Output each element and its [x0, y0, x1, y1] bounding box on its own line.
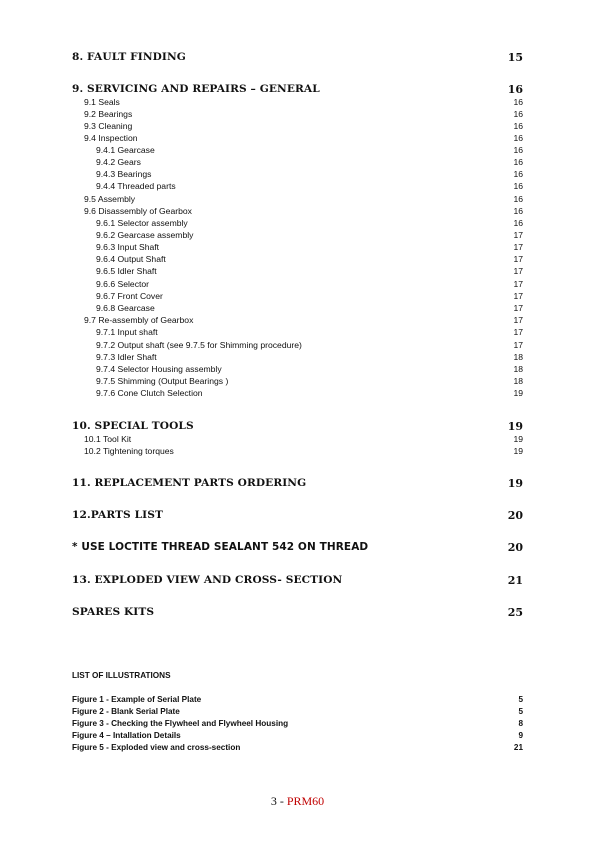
toc-title: 9.5 Assembly — [84, 194, 136, 204]
toc-page: 18 — [513, 364, 523, 374]
toc-title: 9.6.6 Selector — [96, 279, 150, 289]
toc-entry-fault-finding[interactable] — [0, 51, 595, 64]
illustration-title: Figure 2 - Blank Serial Plate — [72, 707, 180, 716]
toc-title: * USE LOCTITE THREAD SEALANT 542 ON THREAD — [72, 541, 369, 553]
toc-title: 9.6 Disassembly of Gearbox — [84, 206, 192, 216]
toc-page: 17 — [513, 266, 523, 276]
toc-entry-loctite-note[interactable] — [0, 541, 595, 554]
toc-entry-threaded-parts[interactable] — [0, 181, 595, 194]
toc-page: 20 — [507, 541, 523, 554]
toc-page: 17 — [513, 242, 523, 252]
illustration-title: Figure 5 - Exploded view and cross-section — [72, 743, 241, 752]
toc-page: 16 — [513, 145, 523, 155]
toc-entry-reassembly-input-shaft[interactable] — [0, 327, 595, 340]
toc-page: 17 — [513, 230, 523, 240]
illustration-page: 8 — [518, 719, 523, 728]
toc-page: 19 — [513, 434, 523, 444]
toc-title: 9.6.4 Output Shaft — [96, 254, 166, 264]
toc-page: 17 — [513, 327, 523, 337]
illustration-page: 9 — [518, 731, 523, 740]
toc-page: 16 — [507, 83, 523, 96]
toc-title: 9.4.3 Bearings — [96, 169, 152, 179]
toc-entry-parts-list[interactable] — [0, 509, 595, 522]
toc-page: 16 — [513, 181, 523, 191]
toc-title: 9.6.1 Selector assembly — [96, 218, 188, 228]
toc-page: 19 — [507, 420, 523, 433]
footer-doc-code: PRM60 — [286, 794, 325, 808]
illustration-title: Figure 3 - Checking the Flywheel and Flywheel Housing — [72, 719, 289, 728]
toc-page: 18 — [513, 352, 523, 362]
illustration-title: Figure 1 - Example of Serial Plate — [72, 695, 202, 704]
toc-page: 17 — [513, 315, 523, 325]
page-footer — [0, 794, 595, 809]
toc-entry-cone-clutch[interactable] — [0, 388, 595, 401]
illustrations-heading: LIST OF ILLUSTRATIONS — [72, 671, 171, 680]
toc-title: 9.4.4 Threaded parts — [96, 181, 176, 191]
toc-title: 11. REPLACEMENT PARTS ORDERING — [72, 477, 307, 489]
toc-title: 9.3 Cleaning — [84, 121, 133, 131]
toc-title: 9.4.2 Gears — [96, 157, 141, 167]
toc-page: 16 — [513, 169, 523, 179]
toc-title: 8. FAULT FINDING — [72, 51, 186, 63]
toc-page: 16 — [513, 109, 523, 119]
toc-title: 9.4 Inspection — [84, 133, 138, 143]
toc-title: 13. EXPLODED VIEW AND CROSS- SECTION — [72, 574, 343, 586]
illustration-page: 5 — [518, 707, 523, 716]
toc-title: 9.7.2 Output shaft (see 9.7.5 for Shimming procedure) — [96, 340, 302, 350]
toc-page: 20 — [507, 509, 523, 522]
toc-page: 17 — [513, 340, 523, 350]
toc-title: 12.PARTS LIST — [72, 509, 163, 521]
toc-entry-tightening-torques[interactable] — [0, 446, 595, 459]
toc-title: 9.6.8 Gearcase — [96, 303, 155, 313]
toc-page: 17 — [513, 303, 523, 313]
toc-title: 9.1 Seals — [84, 97, 120, 107]
toc-title: 10. SPECIAL TOOLS — [72, 420, 194, 432]
toc-page: 16 — [513, 121, 523, 131]
toc-title: 9.7.6 Cone Clutch Selection — [96, 388, 203, 398]
toc-title: 9.6.3 Input Shaft — [96, 242, 160, 252]
footer-page-number: 3 — [270, 794, 277, 808]
toc-title: 9.7.3 Idler Shaft — [96, 352, 157, 362]
footer-separator: - — [276, 794, 287, 808]
toc-page: 19 — [507, 477, 523, 490]
toc-page: 17 — [513, 279, 523, 289]
toc-title: 9.4.1 Gearcase — [96, 145, 155, 155]
toc-title: SPARES KITS — [72, 606, 155, 618]
toc-title: 9.2 Bearings — [84, 109, 133, 119]
toc-page: 19 — [513, 446, 523, 456]
illustration-page: 5 — [518, 695, 523, 704]
toc-title: 9.6.2 Gearcase assembly — [96, 230, 194, 240]
toc-page: 17 — [513, 254, 523, 264]
toc-page: 16 — [513, 133, 523, 143]
toc-page: 17 — [513, 291, 523, 301]
toc-entry-replacement-parts[interactable] — [0, 477, 595, 490]
illustration-entry-figure-5[interactable] — [0, 743, 595, 756]
toc-page: 16 — [513, 218, 523, 228]
toc-page: 21 — [507, 574, 523, 587]
toc-page: 16 — [513, 206, 523, 216]
toc-title: 9.6.5 Idler Shaft — [96, 266, 157, 276]
illustration-page: 21 — [513, 743, 523, 752]
toc-page: 16 — [513, 194, 523, 204]
toc-title: 10.1 Tool Kit — [84, 434, 132, 444]
toc-page: 15 — [507, 51, 523, 64]
toc-title: 9.6.7 Front Cover — [96, 291, 163, 301]
toc-title: 9.7.1 Input shaft — [96, 327, 158, 337]
toc-title: 9. SERVICING AND REPAIRS – GENERAL — [72, 83, 320, 95]
toc-entry-special-tools[interactable] — [0, 420, 595, 433]
toc-entry-idler-shaft[interactable] — [0, 266, 595, 279]
toc-page: 16 — [513, 97, 523, 107]
toc-title: 10.2 Tightening torques — [84, 446, 174, 456]
illustration-title: Figure 4 – Intallation Details — [72, 731, 181, 740]
toc-title: 9.7.5 Shimming (Output Bearings ) — [96, 376, 229, 386]
toc-page: 16 — [513, 157, 523, 167]
toc-entry-servicing-and-repairs[interactable] — [0, 83, 595, 96]
toc-page: 18 — [513, 376, 523, 386]
toc-page: 19 — [513, 388, 523, 398]
toc-title: 9.7 Re-assembly of Gearbox — [84, 315, 194, 325]
toc-title: 9.7.4 Selector Housing assembly — [96, 364, 222, 374]
toc-entry-exploded-view[interactable] — [0, 574, 595, 587]
toc-entry-spares-kits[interactable] — [0, 606, 595, 619]
toc-page: 25 — [507, 606, 523, 619]
